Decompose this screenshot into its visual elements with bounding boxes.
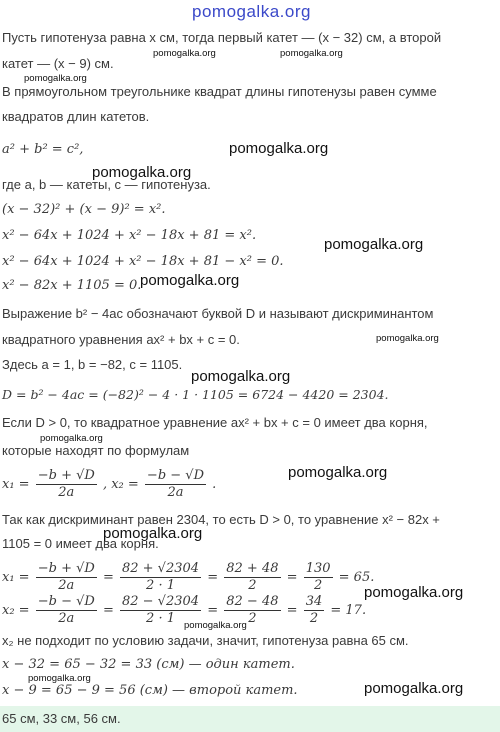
equation-2: x² − 64x + 1024 + x² − 18x + 81 = x². — [2, 228, 257, 243]
text-line-6: где a, b — катеты, c — гипотенуза. — [2, 177, 211, 192]
watermark: pomogalka.org — [324, 236, 424, 253]
text-line-2: катет — (x − 9) см. — [2, 56, 114, 71]
denominator: 2a — [58, 578, 75, 593]
root-x1-calc — [2, 561, 374, 594]
fraction — [36, 594, 97, 627]
watermark: pomogalka.org — [153, 48, 216, 59]
formula-pythagoras: a² + b² = c², — [2, 142, 84, 157]
equation-3: x² − 64x + 1024 + x² − 18x + 81 − x² = 0. — [2, 254, 284, 269]
numerator: 82 − 48 — [226, 594, 279, 609]
x1-label: x₁ = — [2, 477, 30, 492]
text-line-3: В прямоугольном треугольнике квадрат длины гипотенузы равен сумме — [2, 84, 437, 99]
answer-text: 65 см, 33 см, 56 см. — [2, 711, 121, 726]
numerator: −b − √D — [146, 468, 204, 483]
numerator: −b + √D — [37, 468, 95, 483]
site-watermark-top: pomogalka.org — [192, 2, 311, 21]
denominator: 2a — [167, 485, 184, 500]
result: = 17. — [330, 603, 367, 618]
period: . — [212, 477, 217, 492]
fraction — [36, 561, 97, 594]
discriminant-calc: D = b² − 4ac = (−82)² − 4 · 1 · 1105 = 6724 − 4420 = 2304. — [2, 387, 389, 402]
answer-bar — [0, 706, 500, 732]
numerator: 34 — [305, 594, 323, 609]
watermark: pomogalka.org — [364, 584, 464, 601]
watermark: pomogalka.org — [364, 680, 464, 697]
text-line-18: 1105 = 0 имеет два корня. — [2, 536, 159, 551]
watermark: pomogalka.org — [184, 620, 247, 631]
text-line-19: x₂ не подходит по условию задачи, значит, гипотенуза равна 65 см. — [2, 633, 409, 648]
watermark: pomogalka.org — [229, 140, 329, 157]
watermark: pomogalka.org — [92, 164, 192, 181]
equals: = — [207, 570, 219, 585]
fraction — [120, 561, 201, 594]
numerator: −b − √D — [37, 594, 95, 609]
text-line-16: которые находят по формулам — [2, 443, 190, 458]
text-line-15: Если D > 0, то квадратное уравнение ax² + bx + c = 0 имеет два корня, — [2, 415, 428, 430]
denominator: 2 — [313, 578, 323, 593]
denominator: 2 — [309, 611, 319, 626]
x2-label: , x₂ = — [102, 477, 139, 492]
equals: = — [207, 603, 219, 618]
denominator: 2 · 1 — [146, 611, 175, 626]
fraction-x1 — [36, 468, 97, 501]
leg-2-calc: x − 9 = 65 − 9 = 56 (см) — второй катет. — [2, 683, 298, 698]
text-line-12: квадратного уравнения ax² + bx + c = 0. — [2, 332, 240, 347]
fraction — [304, 594, 325, 627]
root-formulas — [2, 468, 216, 501]
equals: = — [102, 603, 114, 618]
x2-label: x₂ = — [2, 603, 30, 618]
denominator: 2 — [248, 611, 257, 626]
numerator: 82 + 48 — [226, 561, 279, 576]
watermark: pomogalka.org — [40, 433, 103, 444]
numerator: 82 + √2304 — [121, 561, 200, 576]
numerator: 82 − √2304 — [121, 594, 200, 609]
equation-4: x² − 82x + 1105 = 0. — [2, 278, 142, 293]
text-line-13: Здесь a = 1, b = −82, c = 1105. — [2, 357, 183, 372]
text-line-11: Выражение b² − 4ac обозначают буквой D и называют дискриминантом — [2, 306, 434, 321]
fraction — [304, 561, 333, 594]
text-line-1: Пусть гипотенуза равна x см, тогда первый катет — (x − 32) см, а второй — [2, 30, 442, 45]
watermark: pomogalka.org — [280, 48, 343, 59]
watermark: pomogalka.org — [191, 368, 291, 385]
watermark: pomogalka.org — [24, 73, 87, 84]
denominator: 2 · 1 — [146, 578, 175, 593]
denominator: 2 — [248, 578, 257, 593]
watermark: pomogalka.org — [28, 673, 91, 684]
equation-1: (x − 32)² + (x − 9)² = x². — [2, 202, 166, 217]
watermark: pomogalka.org — [376, 333, 439, 344]
watermark: pomogalka.org — [140, 272, 240, 289]
equals: = — [286, 570, 298, 585]
numerator: −b + √D — [37, 561, 95, 576]
text-line-17: Так как дискриминант равен 2304, то есть D > 0, то уравнение x² − 82x + — [2, 512, 440, 527]
denominator: 2a — [58, 485, 75, 500]
x1-label: x₁ = — [2, 570, 30, 585]
equals: = — [102, 570, 114, 585]
numerator: 130 — [305, 561, 331, 576]
fraction — [224, 561, 280, 594]
equals: = — [286, 603, 298, 618]
watermark: pomogalka.org — [103, 525, 203, 542]
text-line-4: квадратов длин катетов. — [2, 109, 150, 124]
watermark: pomogalka.org — [288, 464, 388, 481]
leg-1-calc: x − 32 = 65 − 32 = 33 (см) — один катет. — [2, 657, 295, 672]
denominator: 2a — [58, 611, 75, 626]
result: = 65. — [338, 570, 375, 585]
fraction-x2 — [145, 468, 206, 501]
